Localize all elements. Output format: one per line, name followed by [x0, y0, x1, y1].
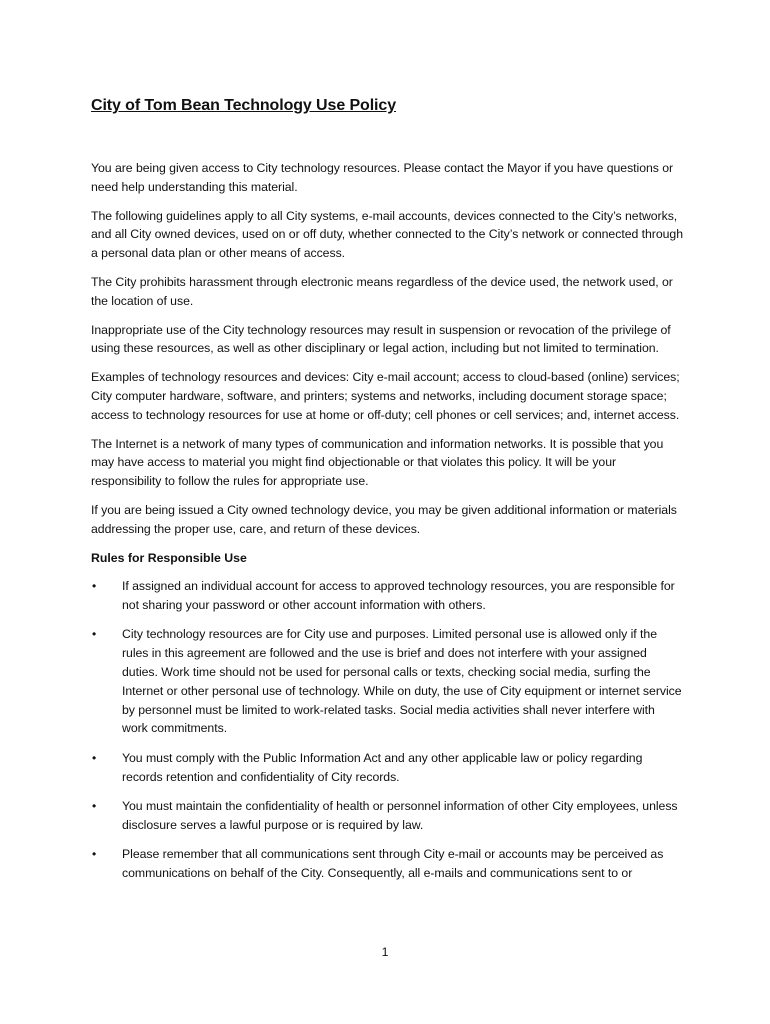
bullet-icon: • [92, 846, 97, 861]
rule-text: If assigned an individual account for access to approved technology resources, you are responsible for not sharing your password or other account information with others. [122, 579, 675, 613]
paragraph-consequences: Inappropriate use of the City technology resources may result in suspension or revocation of the privilege of using these resources, as well as other disciplinary or legal action, including but not limited to termination. [91, 322, 671, 356]
bullet-icon: • [92, 579, 97, 594]
page-number: 1 [381, 945, 389, 959]
rule-text: You must maintain the confidentiality of health or personnel information of other City employees, unless disclosure serves a lawful purpose or is required by law. [122, 798, 678, 832]
rules-heading: Rules for Responsible Use [91, 550, 247, 565]
bullet-icon: • [92, 750, 97, 765]
list-item [91, 749, 683, 787]
paragraph-examples: Examples of technology resources and devices: City e-mail account; access to cloud-based (online) services; City computer hardware, software, and printers; systems and networks, including document storage space; access to technology resources for use at home or off-duty; cell phones or cell services; and, internet access. [91, 370, 680, 422]
list-item [91, 625, 683, 738]
paragraph-intro: You are being given access to City technology resources. Please contact the Mayor if you have questions or need help understanding this material. [91, 161, 674, 194]
paragraph-scope: The following guidelines apply to all City systems, e-mail accounts, devices connected to the City’s networks, and all City owned devices, used on or off duty, whether connected to the City’s network or connected through a personal data plan or other means of access. [91, 208, 683, 261]
document-title: City of Tom Bean Technology Use Policy [91, 97, 396, 114]
paragraph-devices: If you are being issued a City owned technology device, you may be given additional information or materials addressing the proper use, care, and return of these devices. [91, 502, 677, 536]
list-item [91, 797, 683, 835]
list-item [91, 577, 683, 615]
document-body [91, 96, 683, 893]
paragraph-internet: The Internet is a network of many types of communication and information networks. It is possible that you may have access to material you might find objectionable or that violates this policy. It will be your responsibility to follow the rules for appropriate use. [91, 436, 664, 489]
paragraph-harassment: The City prohibits harassment through electronic means regardless of the device used, the network used, or the location of use. [91, 274, 673, 308]
rule-text: You must comply with the Public Information Act and any other applicable law or policy regarding records retention and confidentiality of City records. [122, 750, 643, 784]
bullet-icon: • [92, 798, 97, 813]
rule-text: Please remember that all communications sent through City e-mail or accounts may be perceived as communications on behalf of the City. Consequently, all e-mails and communications sent to or [122, 846, 664, 880]
rule-text: City technology resources are for City use and purposes. Limited personal use is allowed only if the rules in this agreement are followed and the use is brief and does not interfere with your assigned duties. Work time should not be used for personal calls or texts, checking social media, surfing the Internet or other personal use of technology. While on duty, the use of City equipment or internet service by personnel must be limited to work-related tasks. Social media activities shall never interfere with work commitments. [122, 627, 682, 736]
rules-list [91, 577, 683, 882]
bullet-icon: • [92, 627, 97, 642]
list-item [91, 845, 683, 883]
